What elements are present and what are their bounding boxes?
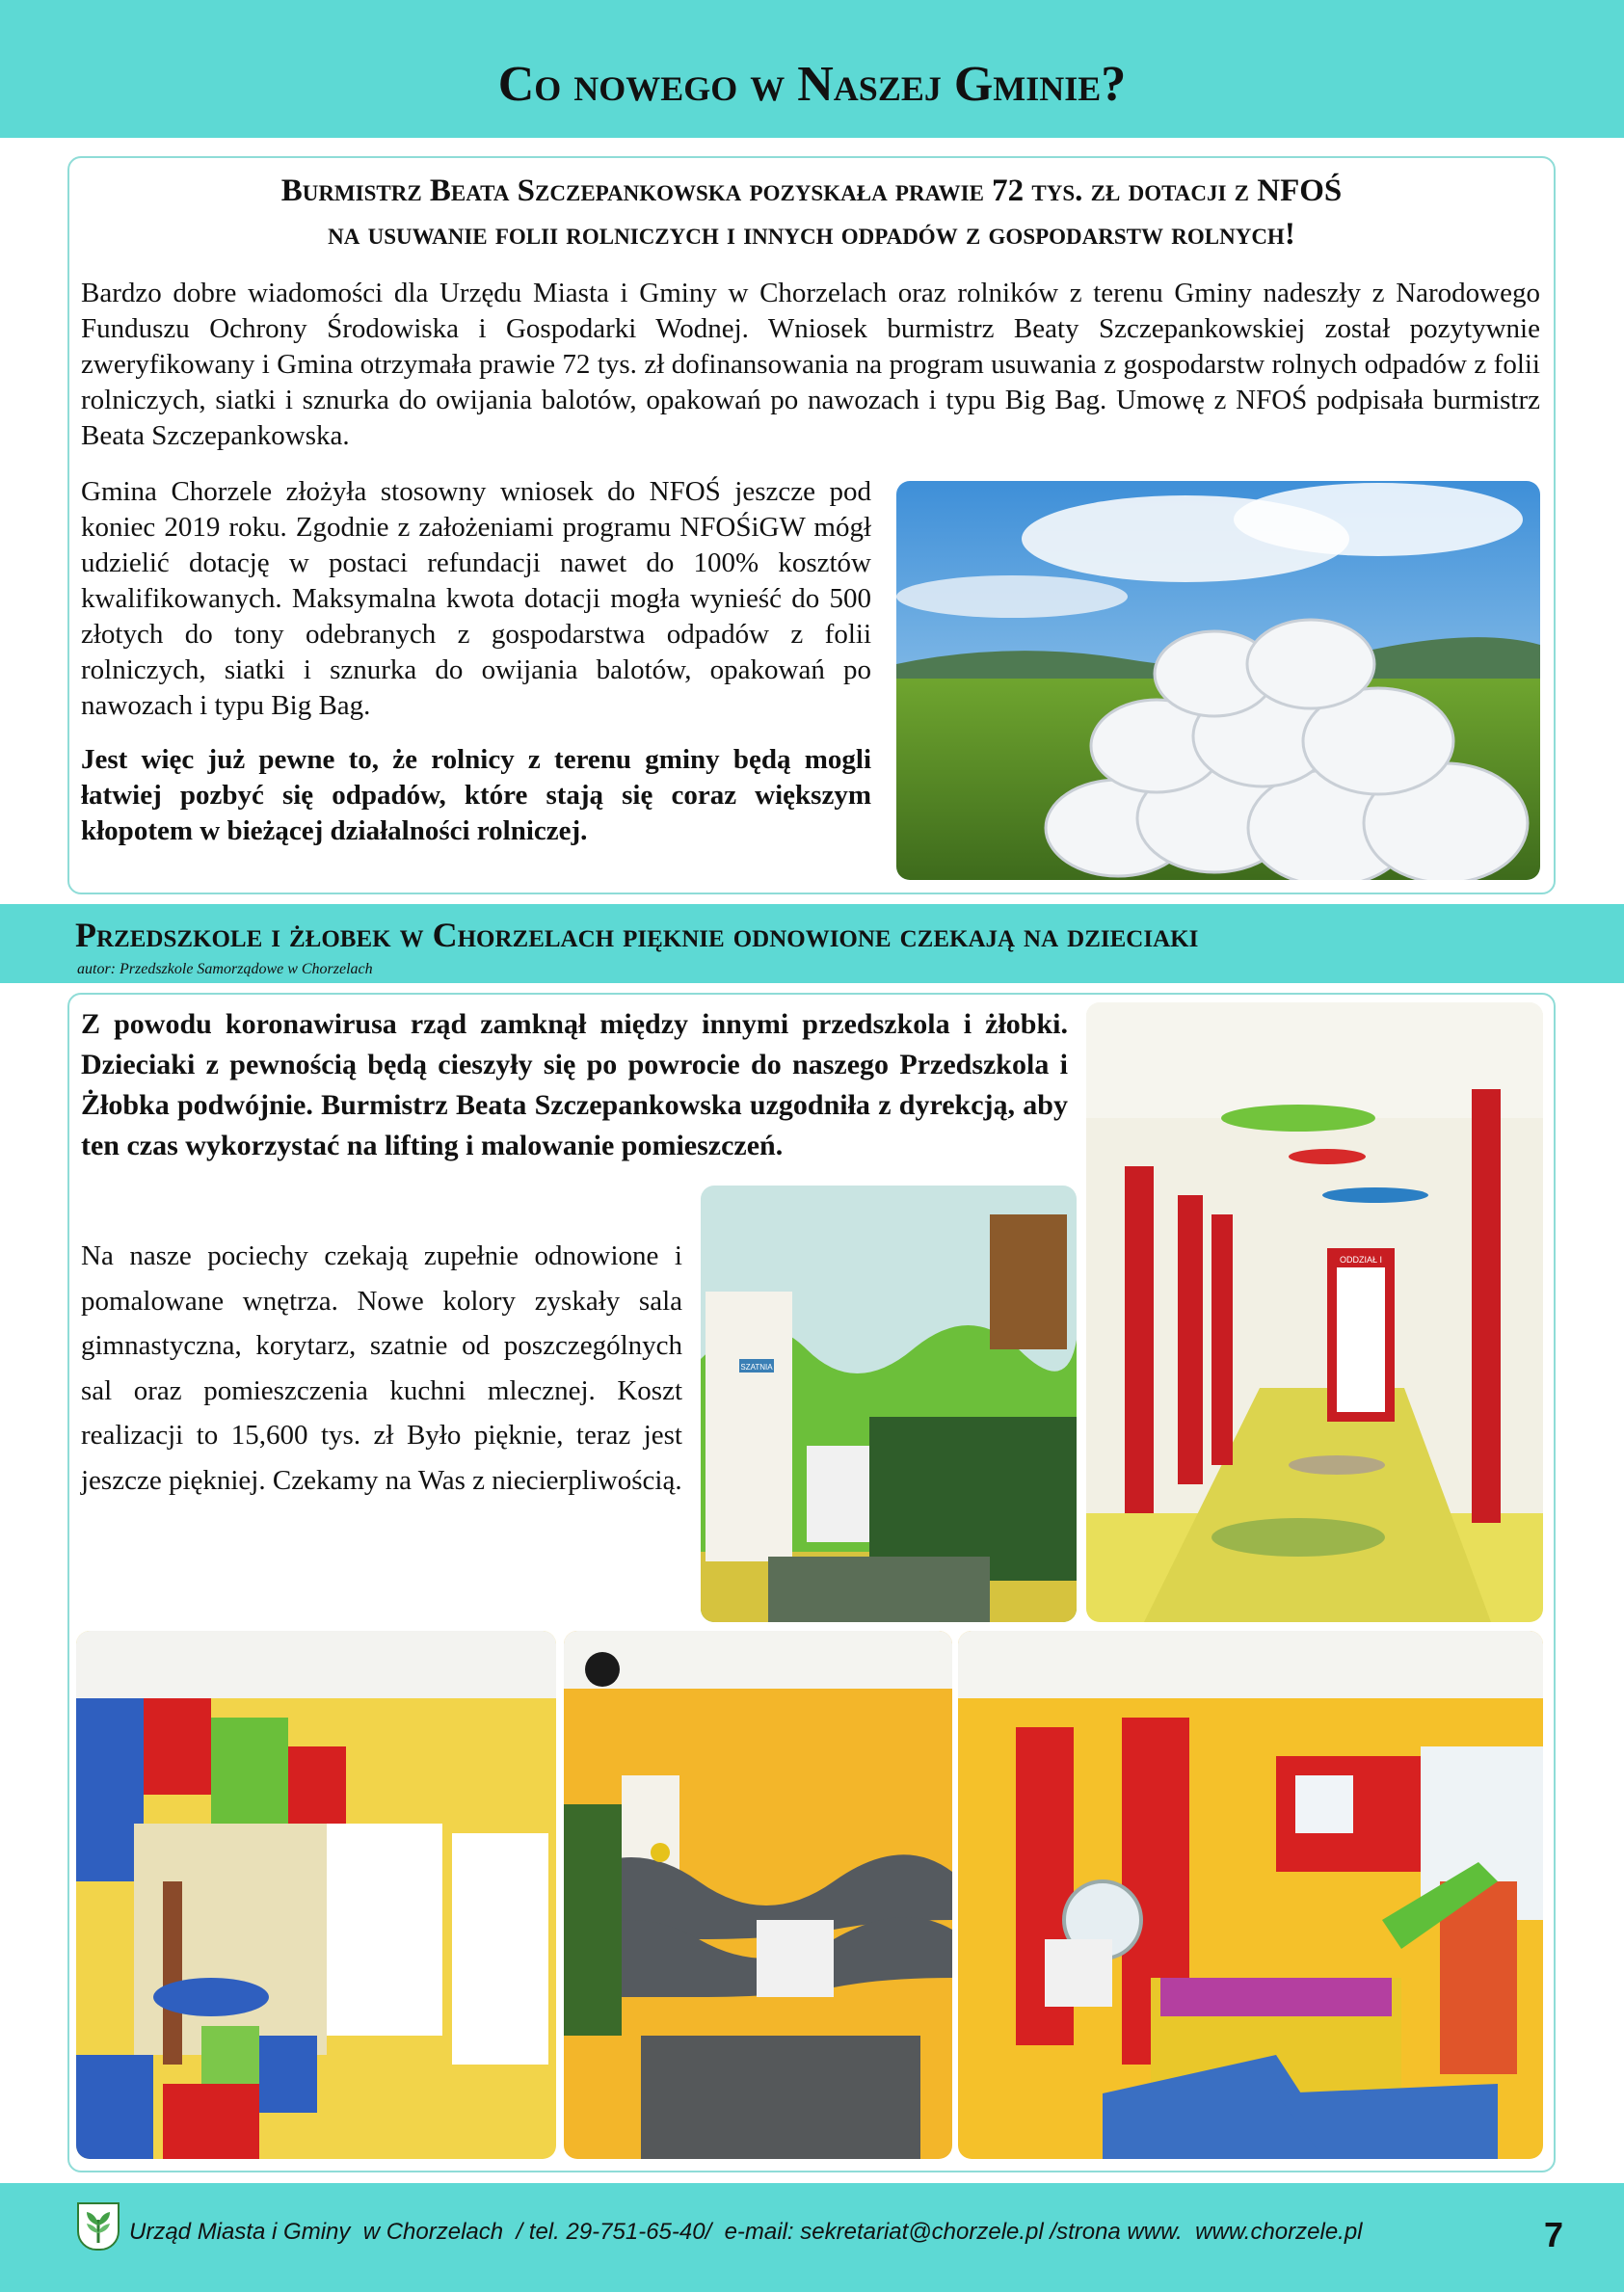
article-2-paragraph-1: Z powodu koronawirusa rząd zamknął między innymi przedszkola i żłobki. Dzieciaki z pewnością będą cieszyły się po powrocie do naszego Przedszkola i Żłobka podwójnie. Burmistrz Beata Szczepankowska uzgodniła z dyrekcją, aby ten czas wykorzystać na lifting i malowanie pomieszczeń. <box>81 1008 1068 1161</box>
article-2-band <box>0 904 1624 983</box>
bee-cloakroom-photo <box>564 1631 952 2159</box>
article-2-headline: Przedszkole i żłobek w Chorzelach pięknie odnowione czekają na dzieciaki <box>75 916 1199 954</box>
page-title: Co nowego w Naszej Gminie? <box>497 57 1127 112</box>
bale-wrap-photo <box>896 481 1540 880</box>
cloakroom-photo <box>701 1186 1077 1622</box>
article-1-paragraph-3: Jest więc już pewne to, że rolnicy z terenu gminy będą mogli łatwiej pozbyć się odpadów, które stają się coraz większym kłopotem w bieżącej działalności rolniczej. <box>81 744 871 846</box>
article-1-headline-line2: na usuwanie folii rolniczych i innych odpadów z gospodarstw rolnych! <box>328 217 1295 252</box>
article-1-paragraph-2: Gmina Chorzele złożyła stosowny wniosek do NFOŚ jeszcze pod koniec 2019 roku. Zgodnie z założeniami programu NFOŚiGW mógł udzielić dotację w postaci refundacji nawet do 100% kosztów kwalifikowanych. Maksymalna kwota dotacji mogła wynieść do 500 złotych do tony odebranych z gospodarstwa odpadów z folii rolniczych, siatki i sznurka do owijania balotów, opakowań po nawozach i typu Big Bag. <box>81 476 871 721</box>
article-2-paragraph-2: Na nasze pociechy czekają zupełnie odnowione i pomalowane wnętrza. Nowe kolory zyskały sala gimnastyczna, korytarz, szatnie od poszczególnych sal oraz pomieszczenia kuchni mlecznej. Koszt realizacji to 15,600 tys. zł Było pięknie, teraz jest jeszcze piękniej. Czekamy na Was z niecierpliwością. <box>81 1240 682 1496</box>
article-1-headline-line1: Burmistrz Beata Szczepankowska pozyskała prawie 72 tys. zł dotacji z NFOŚ <box>280 173 1343 208</box>
article-1-paragraph-1: Bardzo dobre wiadomości dla Urzędu Miasta i Gminy w Chorzelach oraz rolników z terenu Gminy nadeszły z Narodowego Funduszu Ochrony Środowiska i Gospodarki Wodnej. Wniosek burmistrz Beaty Szczepankowskiej został pozytywnie zweryfikowany i Gmina otrzymała prawie 72 tys. zł dofinansowania na program usuwania z gospodarstw rolnych odpadów z folii rolniczych, siatki i sznurka do owijania balotów, opakowań po nawozach i typu Big Bag. Umowę z NFOŚ podpisała burmistrz Beata Szczepankowska. <box>81 278 1540 451</box>
footer-band <box>0 2183 1624 2292</box>
corridor-photo <box>1086 1002 1543 1622</box>
page-number: 7 <box>1544 2215 1564 2254</box>
article-2-author: autor: Przedszkole Samorządowe w Chorzelach <box>77 961 373 977</box>
cloakroom-sign: SZATNIA <box>740 1363 773 1372</box>
gym-photo <box>76 1631 556 2159</box>
door-sign: ODDZIAŁ I <box>1339 1255 1383 1265</box>
header-band <box>0 0 1624 138</box>
municipality-logo <box>77 2202 120 2251</box>
footer-contact: Urząd Miasta i Gminy w Chorzelach / tel. 29-751-65-40/ e-mail: sekretariat@chorzele.pl /strona www. www.chorzele.pl <box>129 2219 1363 2245</box>
ball-pit-photo <box>958 1631 1543 2159</box>
